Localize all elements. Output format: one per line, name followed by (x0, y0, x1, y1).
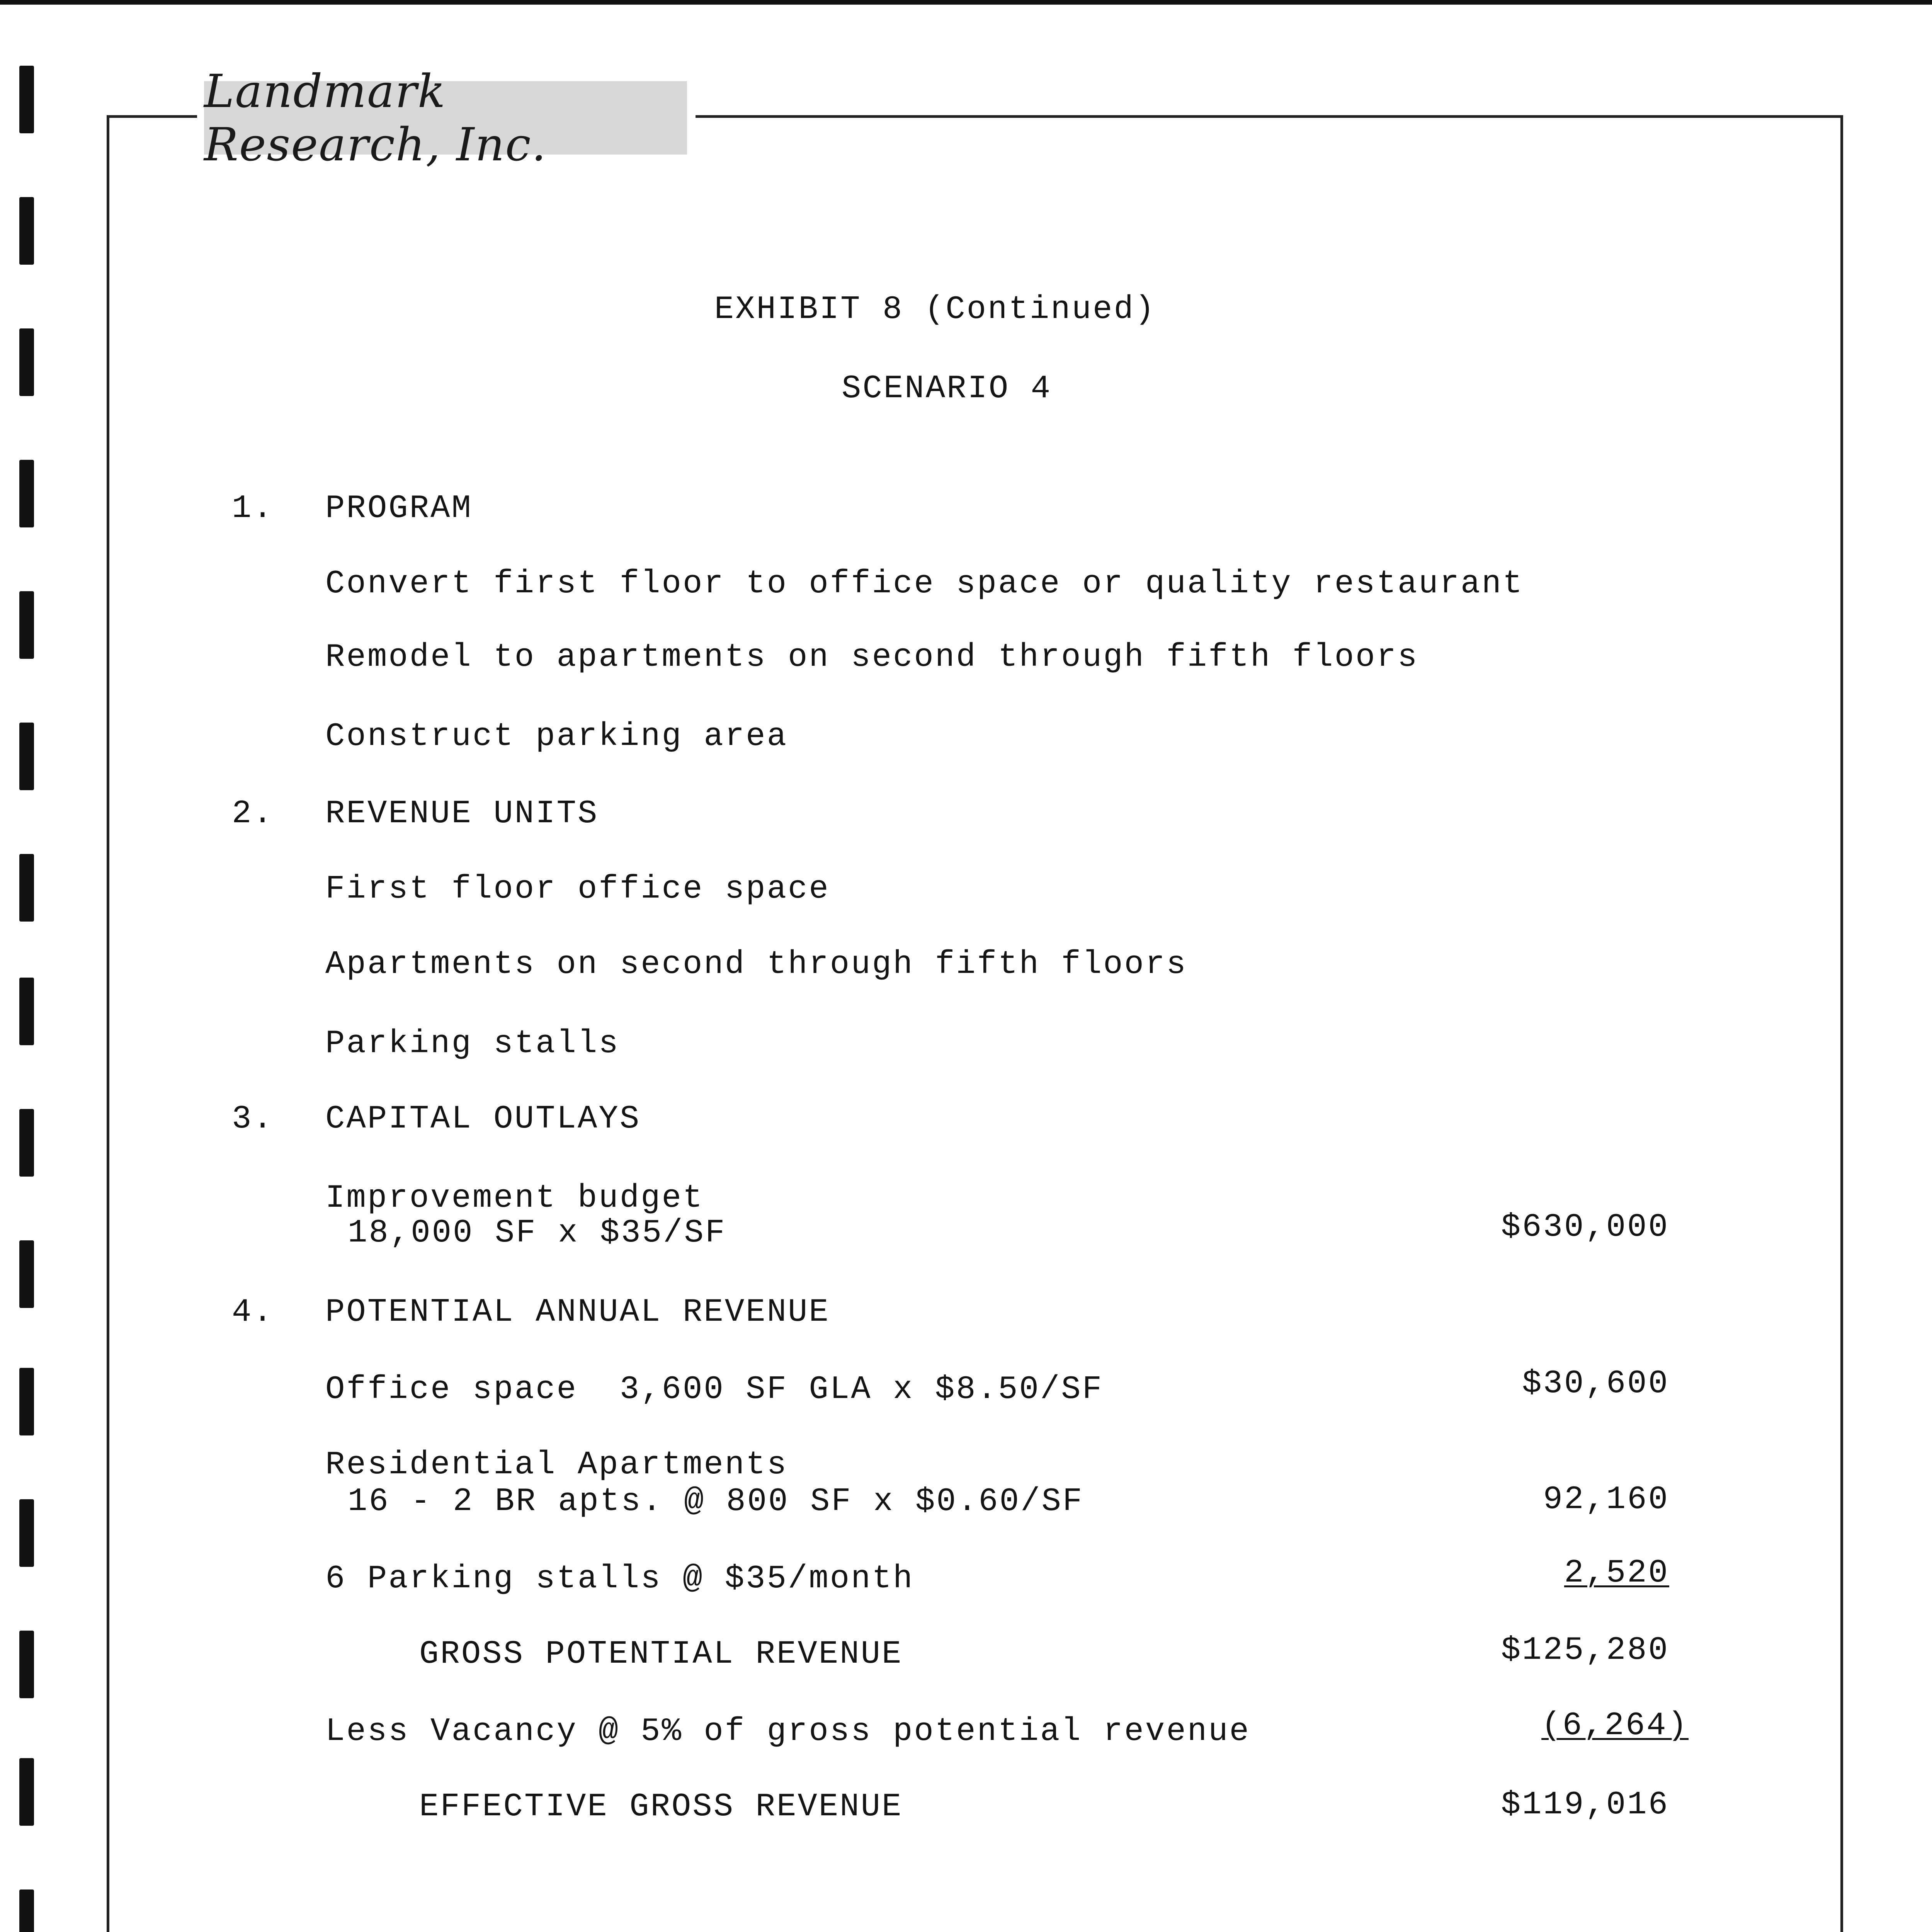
binding-hole (19, 1889, 34, 1932)
list-item: Parking stalls (325, 1026, 620, 1062)
line-label: Residential Apartments (325, 1447, 788, 1483)
company-logo (204, 65, 687, 171)
line-detail: 18,000 SF x $35/SF (348, 1215, 726, 1252)
frame-top-right (696, 115, 1843, 118)
section-heading: REVENUE UNITS (325, 796, 599, 832)
binding-hole (19, 66, 34, 133)
binding-hole (19, 723, 34, 790)
line-detail: 16 - 2 BR apts. @ 800 SF x $0.60/SF (348, 1483, 1084, 1520)
section-heading: PROGRAM (325, 490, 473, 527)
exhibit-title: EXHIBIT 8 (Continued) (714, 291, 1156, 328)
line-amount: 92,160 (1543, 1481, 1669, 1518)
binding-hole (19, 978, 34, 1045)
frame-left (107, 115, 109, 1932)
frame-right (1840, 115, 1843, 1932)
subtotal-label: GROSS POTENTIAL REVENUE (419, 1636, 903, 1673)
line-amount: (6,264) (1541, 1708, 1689, 1744)
binding-hole (19, 197, 34, 265)
binding-hole (19, 1109, 34, 1177)
logo-text: Landmark Research, Inc. (204, 65, 547, 171)
section-number: 1. (232, 490, 274, 527)
section-number: 3. (232, 1101, 274, 1138)
section-heading: POTENTIAL ANNUAL REVENUE (325, 1294, 830, 1331)
binding-hole (19, 1758, 34, 1826)
list-item: Convert first floor to office space or quality restaurant (325, 566, 1524, 602)
binding-hole (19, 1499, 34, 1567)
line-amount: $630,000 (1501, 1209, 1669, 1246)
binding-hole (19, 1240, 34, 1308)
line-label: 6 Parking stalls @ $35/month (325, 1561, 914, 1597)
scenario-title: SCENARIO 4 (841, 371, 1052, 407)
binding-hole (19, 1368, 34, 1435)
total-amount: $119,016 (1501, 1787, 1669, 1823)
list-item: Apartments on second through fifth floors (325, 946, 1187, 983)
binding-hole (19, 591, 34, 659)
total-label: EFFECTIVE GROSS REVENUE (419, 1789, 903, 1825)
binding-hole (19, 460, 34, 527)
line-amount: 2,520 (1564, 1555, 1669, 1592)
top-edge-rule (0, 0, 1932, 5)
binding-hole (19, 854, 34, 922)
line-label: Improvement budget (325, 1180, 704, 1217)
section-number: 2. (232, 796, 274, 832)
list-item: Remodel to apartments on second through fifth floors (325, 639, 1419, 676)
list-item: Construct parking area (325, 718, 788, 755)
binding-hole (19, 1631, 34, 1698)
section-number: 4. (232, 1294, 274, 1331)
line-label: Less Vacancy @ 5% of gross potential revenue (325, 1713, 1250, 1750)
subtotal-amount: $125,280 (1501, 1632, 1669, 1669)
line-label: Office space 3,600 SF GLA x $8.50/SF (325, 1371, 1104, 1408)
list-item: First floor office space (325, 871, 830, 908)
binding-hole (19, 328, 34, 396)
frame-top-left (108, 115, 197, 118)
line-amount: $30,600 (1522, 1366, 1669, 1402)
section-heading: CAPITAL OUTLAYS (325, 1101, 641, 1138)
